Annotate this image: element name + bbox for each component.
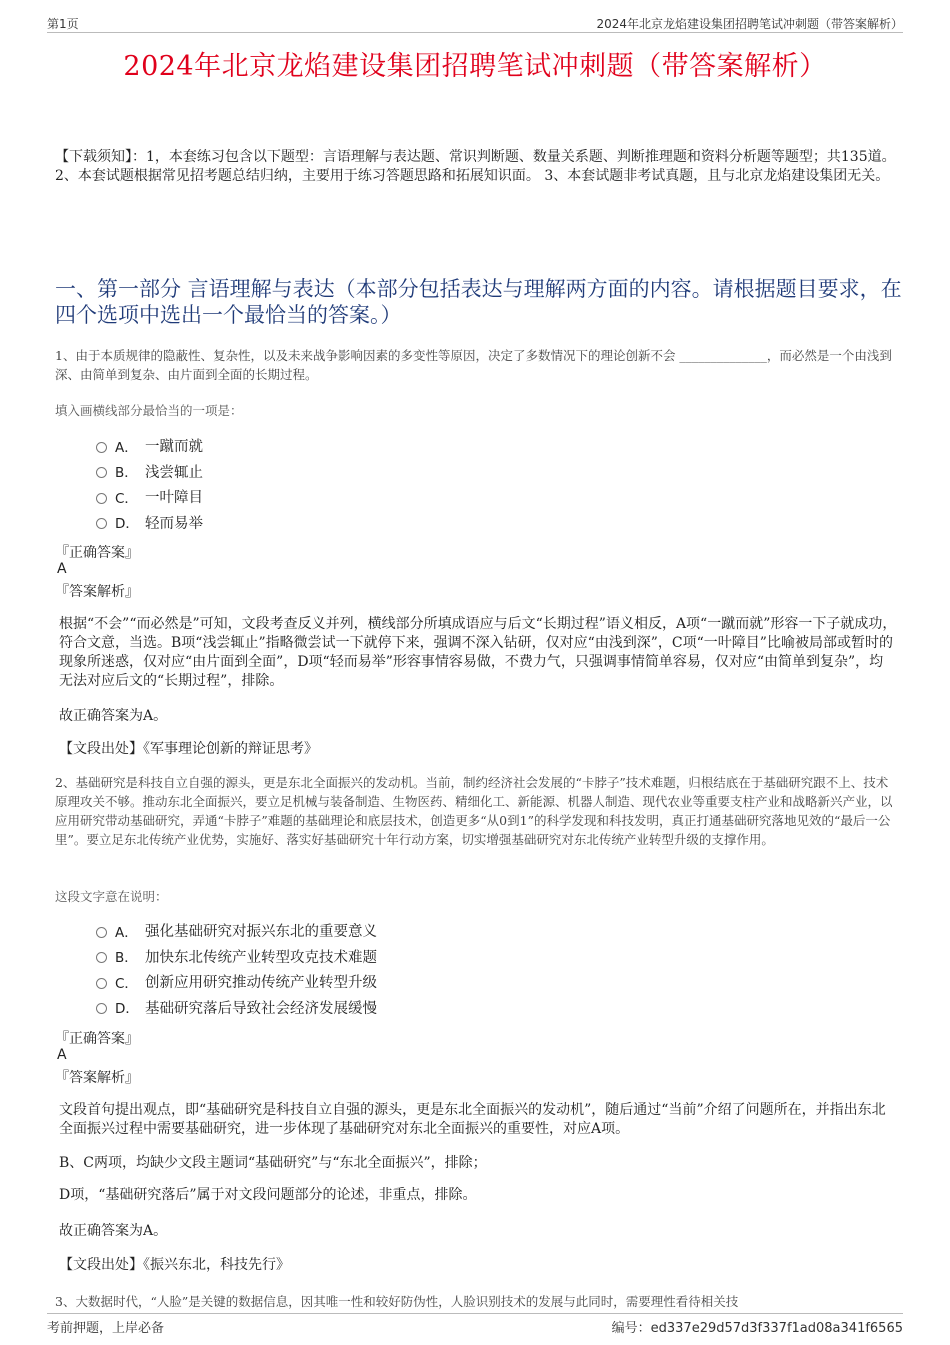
option-b[interactable]: B． 加快东北传统产业转型攻克技术难题 [96,944,377,970]
analysis-label: 『答案解析』 [55,1070,139,1086]
option-d[interactable]: D． 基础研究落后导致社会经济发展缓慢 [96,995,377,1021]
radio-icon[interactable] [96,442,107,453]
radio-icon[interactable] [96,493,107,504]
page-footer [47,1313,903,1334]
document-code: 编号：ed337e29d57d3f337f1ad08a341f6565 [611,1321,903,1336]
page-number: 第1页 [47,17,79,31]
option-c[interactable]: C． 一叶障目 [96,484,203,510]
conclusion: 故正确答案为A。 [59,1223,168,1239]
question-2-prompt: 这段文字意在说明： [55,889,168,904]
section-heading: 一、第一部分 言语理解与表达（本部分包括表达与理解两方面的内容。请根据题目要求，在四个选项中选出一个最恰当的答案。） [55,277,902,327]
correct-answer-label: 『正确答案』 [55,545,139,561]
analysis-text: 文段首句提出观点，即“基础研究是科技自立自强的源头，更是东北全面振兴的发动机”，随后通过“当前”介绍了问题所在，并指出东北全面振兴过程中需要基础研究，进一步体现了基础研究对东北全面振兴的重要性，对应A项。 [59,1102,886,1137]
question-1-options [96,433,203,535]
analysis-text: 根据“不会”“而必然是”可知，文段考查反义并列，横线部分所填成语应与后文“长期过程”语义相反，A项“一蹴而就”形容一下子就成功，符合文意，当选。B项“浅尝辄止”指略微尝试一下就停下来，强调不深入钻研，仅对应“由浅到深”，C项“一叶障目”比喻被局部或暂时的现象所迷惑，仅对应“由片面到全面”，D项“轻而易举”形容事情容易做，不费力气，只强调事情简单容易，仅对应“由简单到复杂”，均无法对应后文的“长期过程”，排除。 [59,616,897,689]
radio-icon[interactable] [96,1003,107,1014]
option-d[interactable]: D． 轻而易举 [96,510,203,536]
analysis-text: D项，“基础研究落后”属于对文段问题部分的论述，非重点，排除。 [59,1187,477,1203]
analysis-label: 『答案解析』 [55,584,139,600]
question-3-stem-partial: 3、大数据时代，“人脸”是关键的数据信息，因其唯一性和较好防伪性，人脸识别技术的发展与此同时，需要理性看待相关技 [55,1294,739,1309]
question-1-prompt: 填入画横线部分最恰当的一项是： [55,403,243,418]
conclusion: 故正确答案为A。 [59,708,168,724]
header-doc-title: 2024年北京龙焰建设集团招聘笔试冲刺题（带答案解析） [596,17,903,31]
correct-answer: A [57,561,67,577]
analysis-text: B、C两项，均缺少文段主题词“基础研究”与“东北全面振兴”，排除； [59,1155,487,1171]
radio-icon[interactable] [96,952,107,963]
footer-slogan: 考前押题，上岸必备 [47,1321,165,1336]
option-a[interactable]: A． 强化基础研究对振兴东北的重要意义 [96,918,377,944]
radio-icon[interactable] [96,927,107,938]
source-citation: 【文段出处】《军事理论创新的辩证思考》 [59,741,318,757]
correct-answer-label: 『正确答案』 [55,1031,139,1047]
radio-icon[interactable] [96,978,107,989]
radio-icon[interactable] [96,467,107,478]
option-c[interactable]: C． 创新应用研究推动传统产业转型升级 [96,969,377,995]
radio-icon[interactable] [96,518,107,529]
question-1-stem: 1、由于本质规律的隐蔽性、复杂性，以及未来战争影响因素的多变性等原因，决定了多数情况下的理论创新不会 ______________，而必然是一个由浅到深、由简单到复杂、由片面到全面的长期过程。 [55,348,892,382]
option-b[interactable]: B． 浅尝辄止 [96,459,203,485]
question-2-options [96,918,377,1020]
source-citation: 【文段出处】《振兴东北，科技先行》 [59,1257,290,1273]
page-header [47,14,903,33]
question-2-stem: 2、基础研究是科技自立自强的源头，更是东北全面振兴的发动机。当前，制约经济社会发展的“卡脖子”技术难题，归根结底在于基础研究跟不上、技术原理攻关不够。推动东北全面振兴，要立足机械与装备制造、生物医药、精细化工、新能源、机器人制造、现代农业等重要支柱产业和战略新兴产业，以应用研究带动基础研究，弄通“卡脖子”难题的基础理论和底层技术，创造更多“从0到1”的科学发现和科技发明，真正打通基础研究落地见效的“最后一公里”。要立足东北传统产业优势，实施好、落实好基础研究十年行动方案，切实增强基础研究对东北传统产业转型升级的支撑作用。 [55,775,893,847]
document-title: 2024年北京龙焰建设集团招聘笔试冲刺题（带答案解析） [123,51,827,82]
download-notice: 【下载须知】：1，本套练习包含以下题型：言语理解与表达题、常识判断题、数量关系题、判断推理题和资料分析题等题型；共135道。 2、本套试题根据常见招考题总结归纳，主要用于练习答题思路和拓展知识面。 3、本套试题非考试真题，且与北京龙焰建设集团无关。 [55,149,896,184]
correct-answer: A [57,1047,67,1063]
option-a[interactable]: A． 一蹴而就 [96,433,203,459]
